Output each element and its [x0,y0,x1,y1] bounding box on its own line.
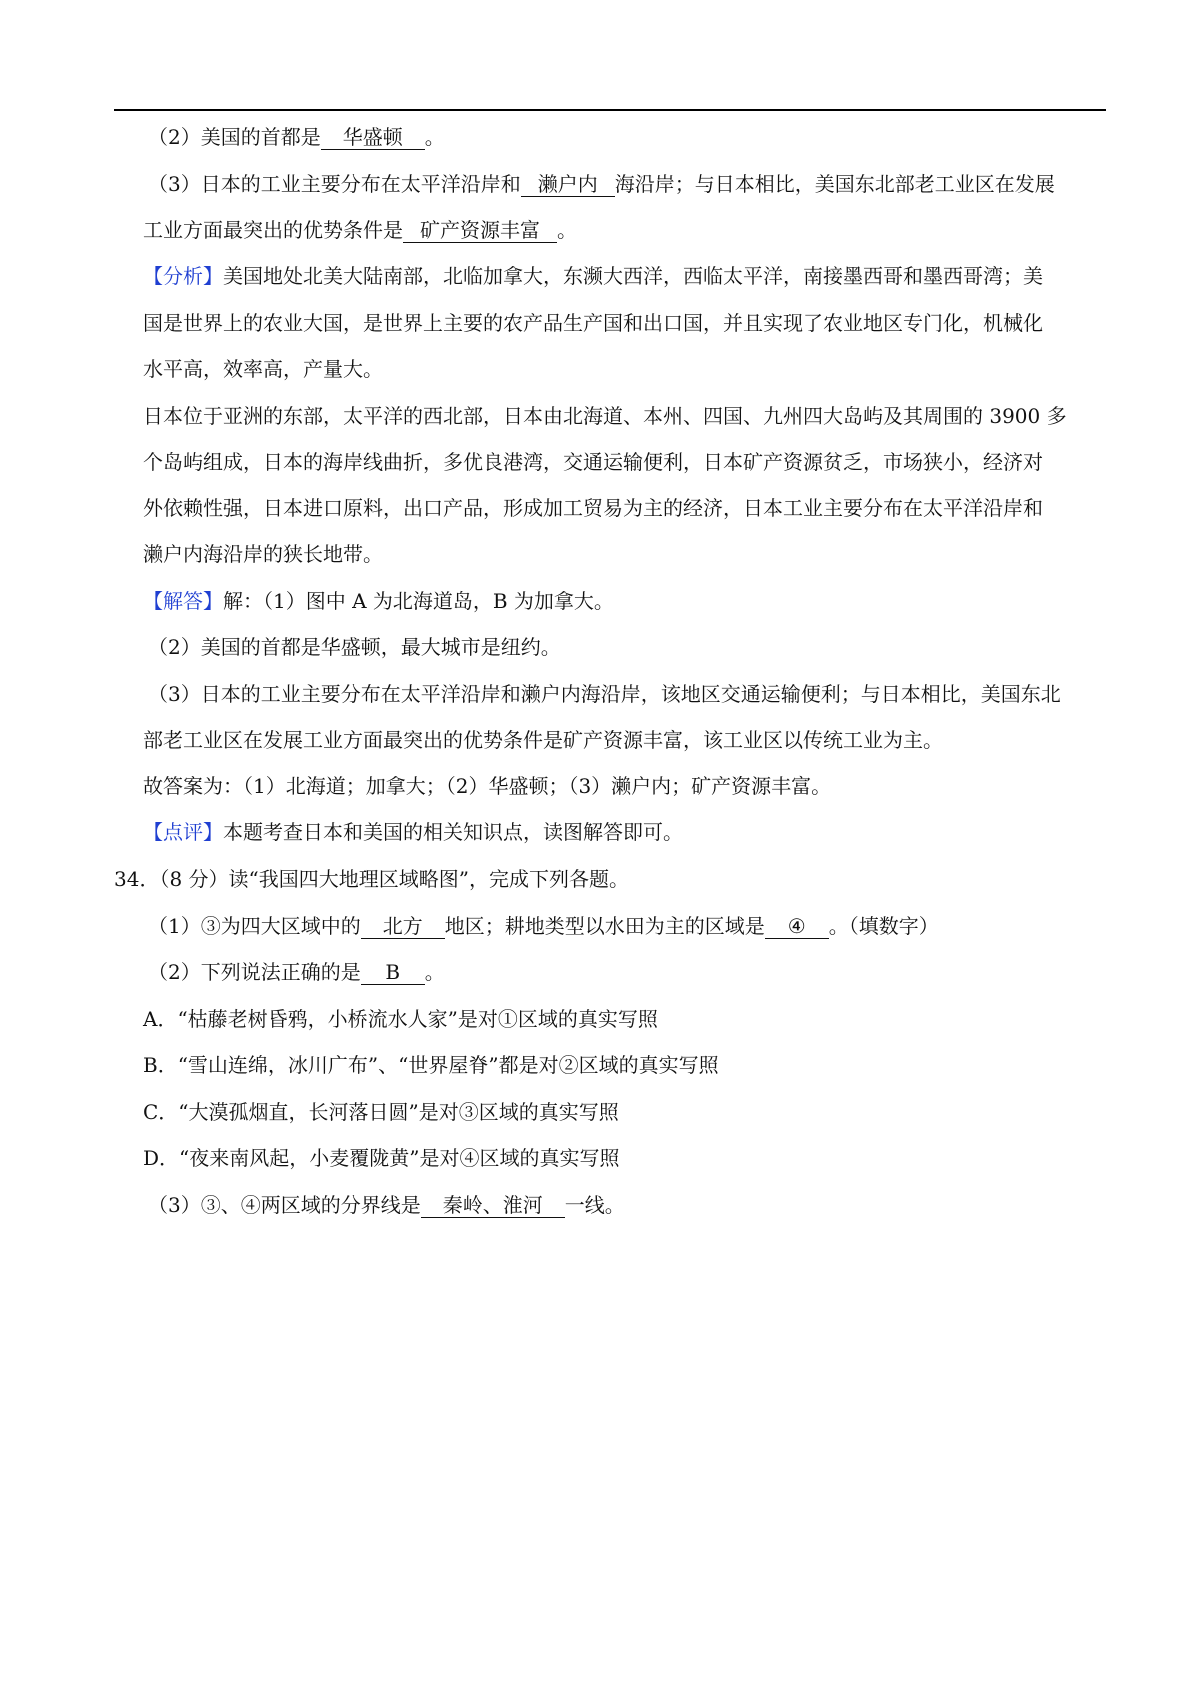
solution-line: （3）日本的工业主要分布在太平洋沿岸和濑户内海沿岸，该地区交通运输便利；与日本相比，美国东北 [148,682,1061,706]
line-text: 。（填数字） [828,914,939,938]
line-text: （3）日本的工业主要分布在太平洋沿岸和 [148,172,521,196]
final-answer-line: 故答案为：（1）北海道；加拿大；（2）华盛顿；（3）濑户内；矿产资源丰富。 [143,774,832,798]
fill-blank: ④ [765,914,829,939]
line-text: 。 [424,125,445,149]
answer-line-advantage [143,216,577,244]
analysis-line: 濑户内海沿岸的狭长地带。 [143,542,383,566]
line-text: 一线。 [564,1193,625,1217]
line-text: 解：（1）图中 A 为北海道岛，B 为加拿大。 [223,589,614,613]
comment-tag: 【点评】 [143,820,223,844]
solution-line [143,587,614,615]
header-rule [114,109,1106,111]
fill-blank: 濑户内 [521,172,615,197]
option-a: A．“枯藤老树昏鸦，小桥流水人家”是对①区域的真实写照 [143,1007,658,1031]
analysis-line: 个岛屿组成，日本的海岸线曲折，多优良港湾，交通运输便利，日本矿产资源贫乏，市场狭小，经济对 [143,450,1043,474]
question-34-title: 34．（8 分）读“我国四大地理区域略图”，完成下列各题。 [114,867,629,891]
fill-blank: 华盛顿 [321,125,425,150]
analysis-line: 水平高，效率高，产量大。 [143,357,383,381]
line-text: 。 [424,960,445,984]
solution-line: 部老工业区在发展工业方面最突出的优势条件是矿产资源丰富，该工业区以传统工业为主。 [143,728,943,752]
fill-blank: 北方 [361,914,445,939]
analysis-line [143,262,1043,290]
question-34-part3 [148,1191,625,1219]
answer-line-capital [148,123,445,151]
line-text: 地区；耕地类型以水田为主的区域是 [444,914,765,938]
line-text: 本题考查日本和美国的相关知识点，读图解答即可。 [223,820,683,844]
analysis-line: 日本位于亚洲的东部，太平洋的西北部，日本由北海道、本州、四国、九州四大岛屿及其周围的 3900 多 [143,404,1067,428]
question-34-part1 [148,912,939,940]
option-c: C．“大漠孤烟直，长河落日圆”是对③区域的真实写照 [143,1100,619,1124]
fill-blank: B [361,960,425,985]
line-text: 海沿岸；与日本相比，美国东北部老工业区在发展 [614,172,1055,196]
solution-tag: 【解答】 [143,589,223,613]
option-d: D．“夜来南风起，小麦覆陇黄”是对④区域的真实写照 [143,1146,620,1170]
line-text: （2）美国的首都是 [148,125,321,149]
analysis-tag: 【分析】 [143,264,223,288]
fill-blank: 秦岭、淮河 [421,1193,565,1218]
comment-line [143,818,683,846]
option-b: B．“雪山连绵，冰川广布”、“世界屋脊”都是对②区域的真实写照 [143,1053,719,1077]
answer-line-industry [148,170,1055,198]
line-text: （1）③为四大区域中的 [148,914,361,938]
analysis-line: 国是世界上的农业大国，是世界上主要的农产品生产国和出口国，并且实现了农业地区专门化，机械化 [143,311,1043,335]
analysis-line: 外依赖性强，日本进口原料，出口产品，形成加工贸易为主的经济，日本工业主要分布在太平洋沿岸和 [143,496,1043,520]
line-text: （2）下列说法正确的是 [148,960,361,984]
line-text: 工业方面最突出的优势条件是 [143,218,403,242]
line-text: 。 [557,218,577,242]
line-text: 美国地处北美大陆南部，北临加拿大，东濒大西洋，西临太平洋，南接墨西哥和墨西哥湾；美 [223,264,1043,288]
solution-line: （2）美国的首都是华盛顿，最大城市是纽约。 [148,635,561,659]
fill-blank: 矿产资源丰富 [403,218,557,243]
question-34-part2 [148,958,445,986]
line-text: （3）③、④两区域的分界线是 [148,1193,421,1217]
